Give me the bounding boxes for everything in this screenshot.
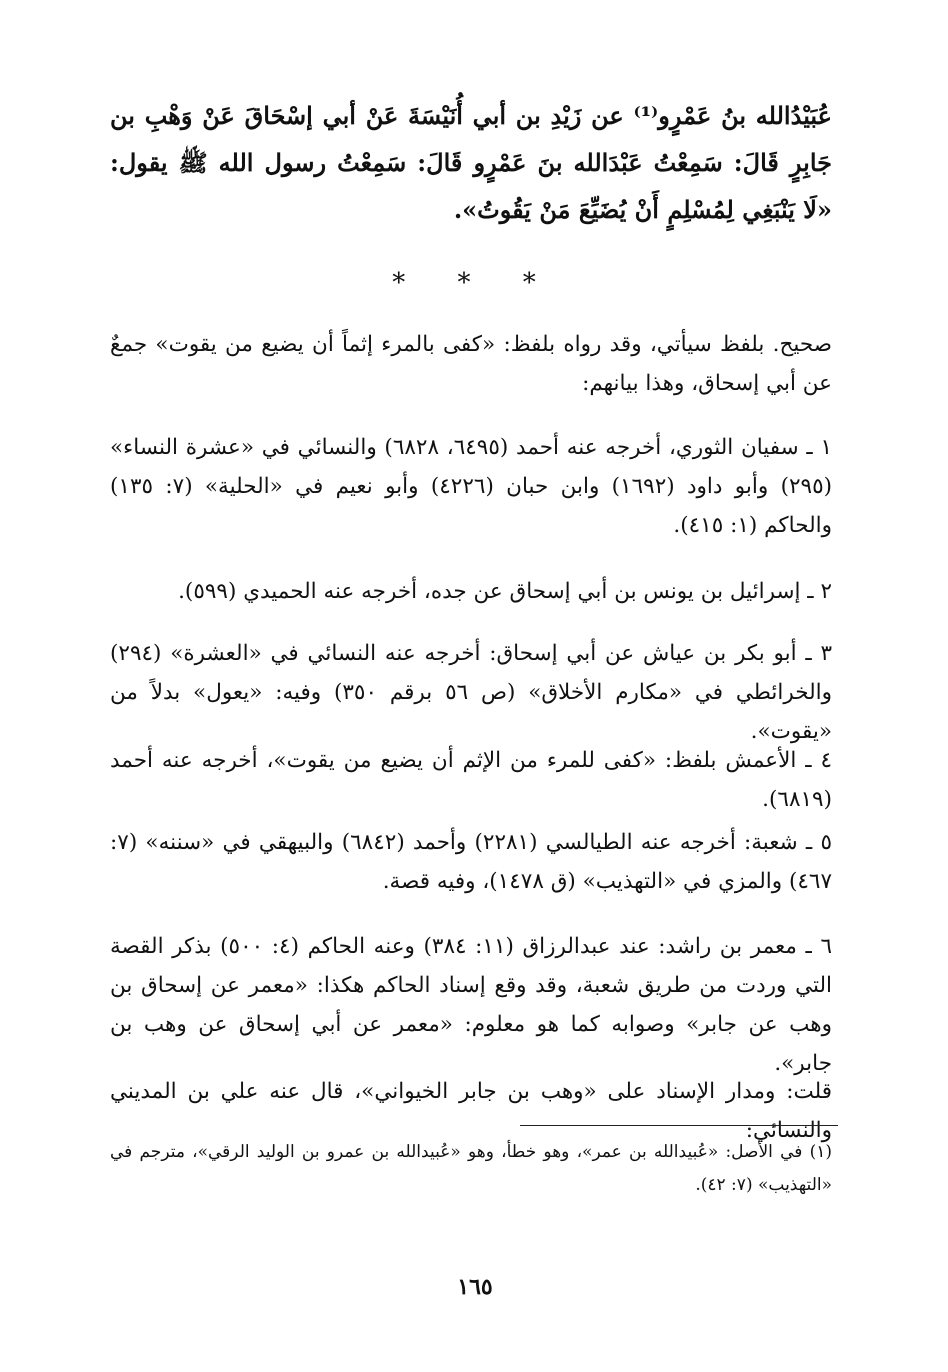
footnote-text: (١) في الأصل: «عُبيدالله بن عمر»، وهو خطأ، وهو «عُبيدالله بن عمرو بن الوليد الرقي»، مترجم في «التهذيب» (٧: ٤٢). (110, 1142, 832, 1195)
section-separator: * * * (392, 268, 558, 298)
commentary-item-6: ٦ ـ معمر بن راشد: عند عبدالرزاق (١١: ٣٨٤) وعنه الحاكم (٤: ٥٠٠) بذكر القصة التي وردت من طريق شعبة، وقد وقع إسناد الحاكم هكذا: «معمر عن إسحاق بن وهب عن جابر» وصوابه كما هو معلوم: «معمر عن أبي إسحاق عن وهب بن جابر». (110, 934, 832, 1076)
page-number: ١٦٥ (457, 1274, 493, 1300)
commentary-item-5: ٥ ـ شعبة: أخرجه عنه الطيالسي (٢٢٨١) وأحمد (٦٨٤٢) والبيهقي في «سننه» (٧: ٤٦٧) والمزي في «التهذيب» (ق ١٤٧٨)، وفيه قصة. (110, 830, 832, 894)
commentary-item-2: ٢ ـ إسرائيل بن يونس بن أبي إسحاق عن جده، أخرجه عنه الحميدي (٥٩٩). (178, 579, 832, 604)
footnote-divider (520, 1125, 838, 1126)
commentary-item-1: ١ ـ سفيان الثوري، أخرجه عنه أحمد (٦٤٩٥، ٦٨٢٨) والنسائي في «عشرة النساء» (٢٩٥) وأبو داود (١٦٩٢) وابن حبان (٤٢٢٦) وأبو نعيم في «الحلية» (٧: ١٣٥) والحاكم (١: ٤١٥). (110, 435, 833, 538)
commentary-item-4: ٤ ـ الأعمش بلفظ: «كفى للمرء من الإثم أن يضيع من يقوت»، أخرجه عنه أحمد (٦٨١٩). (110, 748, 832, 812)
commentary-intro: صحيح. بلفظ سيأتي، وقد رواه بلفظ: «كفى بالمرء إثماً أن يضيع من يقوت» جمعٌ عن أبي إسحاق، وهذا بيانهم: (110, 332, 832, 396)
commentary-item-3: ٣ ـ أبو بكر بن عياش عن أبي إسحاق: أخرجه عنه النسائي في «العشرة» (٢٩٤) والخرائطي في «مكارم الأخلاق» (ص ٥٦ برقم ٣٥٠) وفيه: «يعول» بدلاً من «يقوت». (110, 641, 832, 744)
hadith-text: عُبَيْدُالله بنُ عَمْرٍو⁽¹⁾ عن زَيْدِ بن أبي أُنَيْسَةَ عَنْ أبي إسْحَاقَ عَنْ وَهْبِ بن جَابِرٍ قَالَ: سَمِعْتُ عَبْدَالله بنَ عَمْرٍو قَالَ: سَمِعْتُ رسول الله ﷺ يقول: «لَا يَنْبَغِي لِمُسْلِمٍ أَنْ يُضَيِّعَ مَنْ يَقُوتُ». (110, 101, 832, 224)
commentary-conclusion: قلت: ومدار الإسناد على «وهب بن جابر الخيواني»، قال عنه علي بن المديني والنسائي: (110, 1079, 832, 1143)
